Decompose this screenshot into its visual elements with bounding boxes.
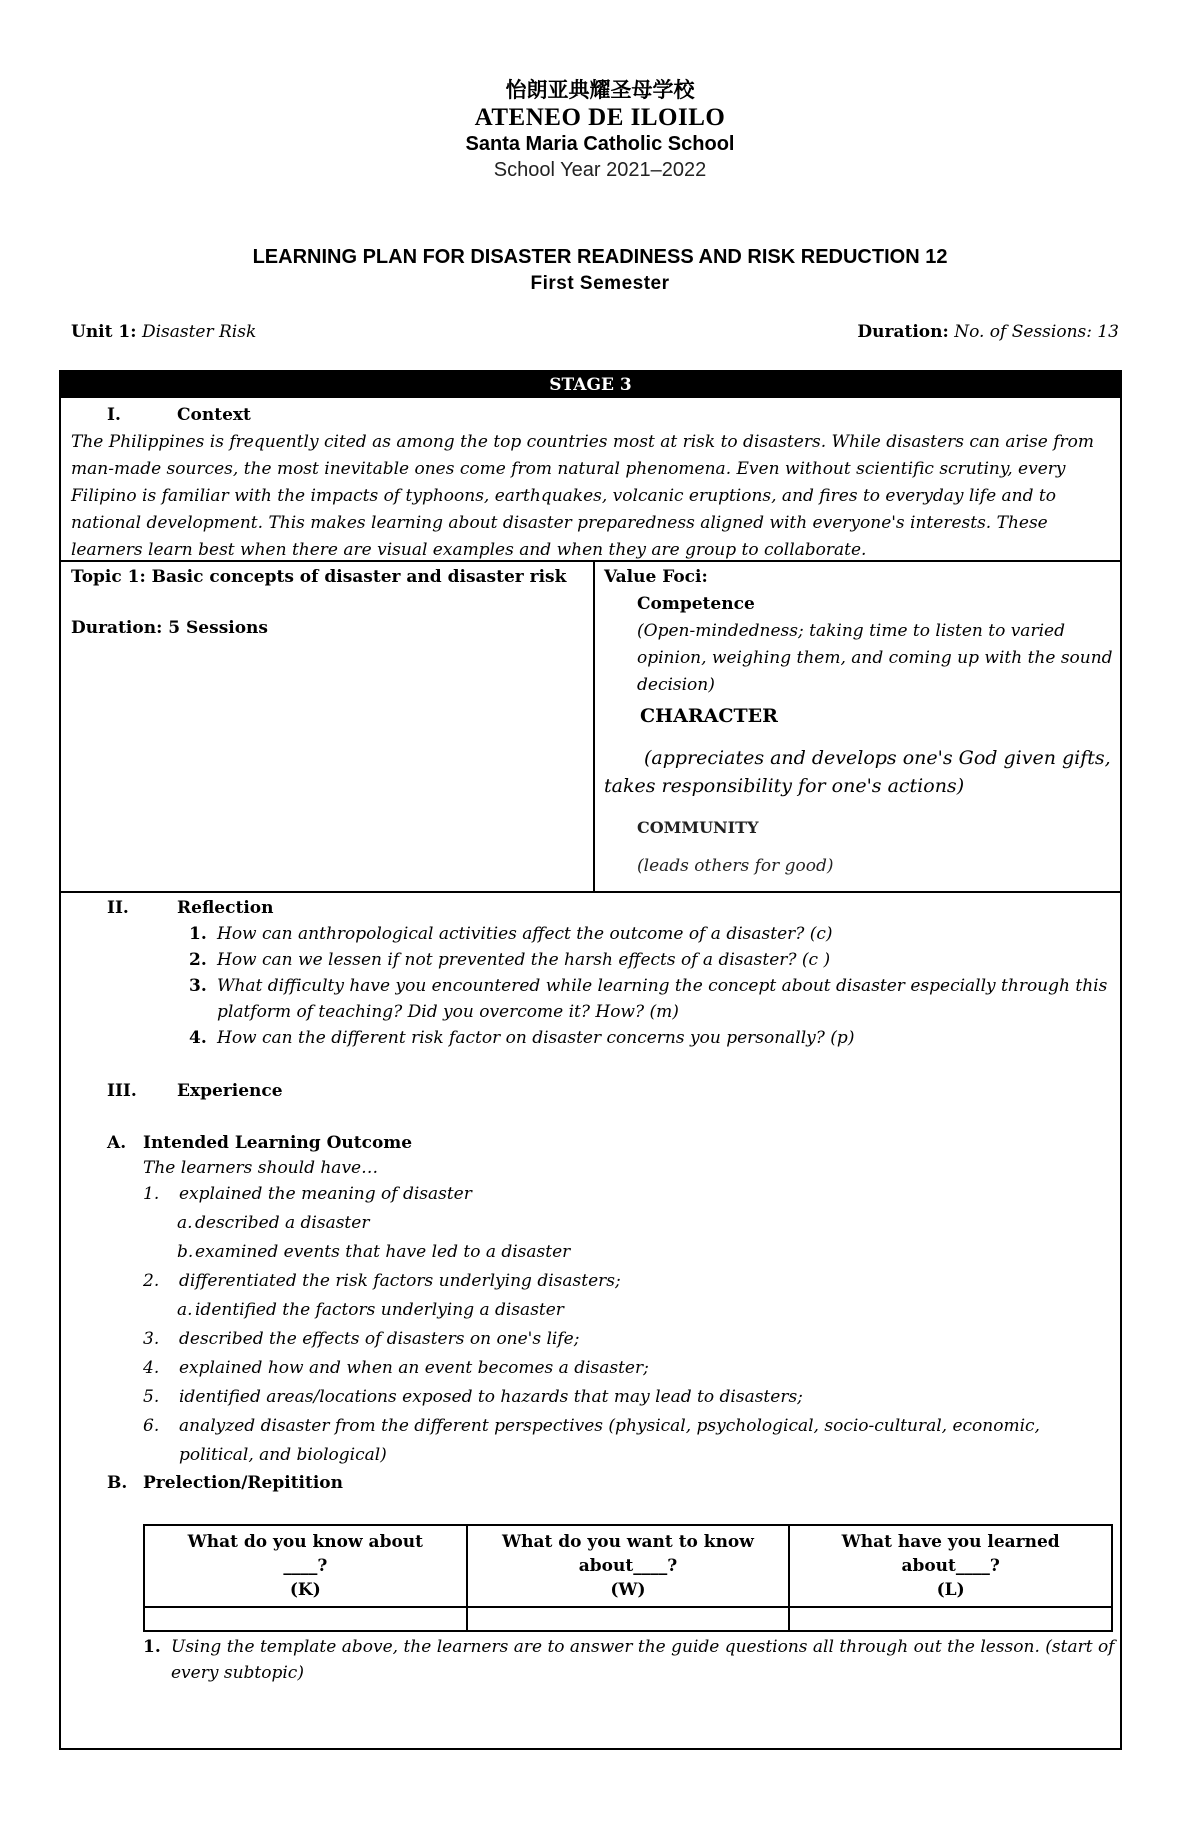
ilo-number: A. [107, 1133, 127, 1153]
duration-value: No. of Sessions: 13 [954, 322, 1119, 342]
header-line: (K) [289, 1580, 321, 1600]
outcome-text: described a disaster [195, 1213, 370, 1233]
header-line: about____? [578, 1556, 678, 1576]
list-item [71, 1325, 1111, 1354]
list-number: 2. [189, 950, 207, 970]
header-line: ____? [283, 1556, 328, 1576]
duration-label: Duration: [857, 322, 949, 342]
header-line: What have you learned [841, 1532, 1060, 1552]
list-number: 1. [189, 924, 207, 944]
character-description: (appreciates and develops one's God given gifts, takes responsibility for one's actions) [604, 747, 1111, 797]
list-item [71, 1412, 1111, 1441]
learning-plan-box [59, 370, 1122, 1750]
column-divider [593, 562, 595, 893]
outcome-text: described the effects of disasters on one's life; [179, 1329, 580, 1349]
list-item [71, 1025, 1111, 1051]
character-label: CHARACTER [640, 705, 778, 727]
divider-line [61, 891, 1120, 893]
semester: First Semester [530, 273, 670, 294]
kwl-l-cell [789, 1607, 1112, 1631]
reflection-questions [71, 921, 1111, 1051]
ilo-section [71, 1130, 1111, 1496]
context-text: The Philippines is frequently cited as among the top countries most at risk to disasters. While disasters can arise from man-made sources, the most inevitable ones come from natural phenomena. Even without scientific scrutiny, every Filipino is familiar with the impacts of typhoons, earthquakes, volcanic eruptions, and fires to everyday life and to national development. This makes learning about disaster preparedness aligned with everyone's interests. These learners learn best when there are visual examples and when they are group to collaborate. [71, 432, 1094, 560]
community-label: COMMUNITY [637, 818, 759, 837]
header-line: (W) [610, 1580, 646, 1600]
list-item [71, 921, 1111, 947]
header-line: (L) [936, 1580, 965, 1600]
kwl-l-header [789, 1525, 1112, 1607]
list-item [71, 973, 1111, 1025]
reflection-title: Reflection [177, 898, 274, 918]
question-text: How can we lessen if not prevented the harsh effects of a disaster? (c ) [217, 950, 831, 970]
list-number: 5. [143, 1387, 160, 1407]
header-line: What do you want to know [502, 1532, 754, 1552]
school-chinese-name: 怡朗亚典耀圣母学校 [505, 78, 695, 102]
outcome-text: identified the factors underlying a disaster [195, 1300, 564, 1320]
unit-info [71, 322, 256, 342]
topic-title: Topic 1: Basic concepts of disaster and disaster risk [71, 567, 567, 587]
competence-label: Competence [637, 594, 755, 614]
value-foci-heading: Value Foci: [604, 567, 708, 587]
context-title: Context [177, 405, 251, 425]
outcome-text: explained the meaning of disaster [179, 1184, 472, 1204]
kwl-k-header [144, 1525, 467, 1607]
list-item [71, 1383, 1111, 1412]
list-item [71, 1180, 1111, 1209]
topic-cell [71, 564, 586, 666]
unit-label: Unit 1: [71, 322, 137, 342]
reflection-heading [107, 895, 1111, 921]
list-item [71, 1238, 1111, 1267]
list-item [71, 1267, 1111, 1296]
community-description: (leads others for good) [637, 856, 834, 876]
prelection-title: Prelection/Repitition [143, 1473, 344, 1493]
list-item [71, 1209, 1111, 1238]
table-row [144, 1525, 1112, 1607]
divider-line [61, 560, 1120, 562]
list-number: 2. [143, 1271, 160, 1291]
value-foci-cell [604, 564, 1114, 880]
context-heading [107, 402, 1111, 429]
note-text: Using the template above, the learners are to answer the guide questions all through out the lesson. (start of every subtopic) [171, 1637, 1115, 1683]
question-text: How can the different risk factor on disaster concerns you personally? (p) [217, 1028, 855, 1048]
context-number: I. [107, 405, 121, 425]
list-number: 3. [143, 1329, 160, 1349]
list-number: b. [177, 1242, 194, 1262]
school-year: School Year 2021–2022 [493, 159, 707, 181]
list-number: 4. [143, 1358, 160, 1378]
outcome-continuation: political, and biological) [179, 1445, 387, 1465]
kwl-w-header [467, 1525, 790, 1607]
experience-section [71, 1078, 1111, 1104]
list-item [71, 1296, 1111, 1325]
kwl-table [143, 1524, 1113, 1632]
kwl-w-cell [467, 1607, 790, 1631]
prelection-heading [107, 1470, 1111, 1496]
question-text: How can anthropological activities affect the outcome of a disaster? (c) [217, 924, 833, 944]
topic-duration: Duration: 5 Sessions [71, 618, 268, 638]
list-number: 1. [143, 1637, 161, 1657]
list-number: a. [177, 1300, 193, 1320]
list-number: 4. [189, 1028, 207, 1048]
list-number: 1. [143, 1184, 160, 1204]
question-text: What difficulty have you encountered while learning the concept about disaster especially through this platform of teaching? Did you overcome it? How? (m) [217, 976, 1108, 1022]
outcome-text: analyzed disaster from the different perspectives (physical, psychological, socio-cultural, economic, [179, 1416, 1040, 1436]
header-line: about____? [901, 1556, 1000, 1576]
reflection-section [71, 895, 1111, 1051]
competence-description: (Open-mindedness; taking time to listen to varied opinion, weighing them, and coming up with the sound decision) [637, 621, 1113, 695]
prelection-number: B. [107, 1473, 128, 1493]
ilo-intro: The learners should have… [143, 1158, 379, 1178]
reflection-number: II. [107, 898, 129, 918]
plan-title: LEARNING PLAN FOR DISASTER READINESS AND RISK REDUCTION 12 [252, 246, 948, 268]
school-name: ATENEO DE ILOILO [474, 104, 726, 131]
prelection-note [143, 1634, 1123, 1686]
outcome-text: examined events that have led to a disaster [195, 1242, 571, 1262]
ilo-heading [107, 1130, 1111, 1156]
list-number: a. [177, 1213, 193, 1233]
experience-heading [107, 1078, 1111, 1104]
duration-info [857, 322, 1119, 342]
outcome-text: explained how and when an event becomes a disaster; [179, 1358, 649, 1378]
outcome-text: identified areas/locations exposed to hazards that may lead to disasters; [179, 1387, 803, 1407]
experience-number: III. [107, 1081, 137, 1101]
list-number: 6. [143, 1416, 160, 1436]
list-item [71, 947, 1111, 973]
outcome-text: differentiated the risk factors underlying disasters; [179, 1271, 621, 1291]
table-row [144, 1607, 1112, 1631]
stage-header: STAGE 3 [61, 372, 1120, 398]
ilo-title: Intended Learning Outcome [143, 1133, 413, 1153]
unit-value: Disaster Risk [141, 322, 257, 342]
school-subtitle: Santa Maria Catholic School [465, 133, 735, 155]
experience-title: Experience [177, 1081, 283, 1101]
header-line: What do you know about [187, 1532, 424, 1552]
list-item [71, 1354, 1111, 1383]
context-section [71, 402, 1111, 564]
list-number: 3. [189, 976, 207, 996]
kwl-k-cell [144, 1607, 467, 1631]
